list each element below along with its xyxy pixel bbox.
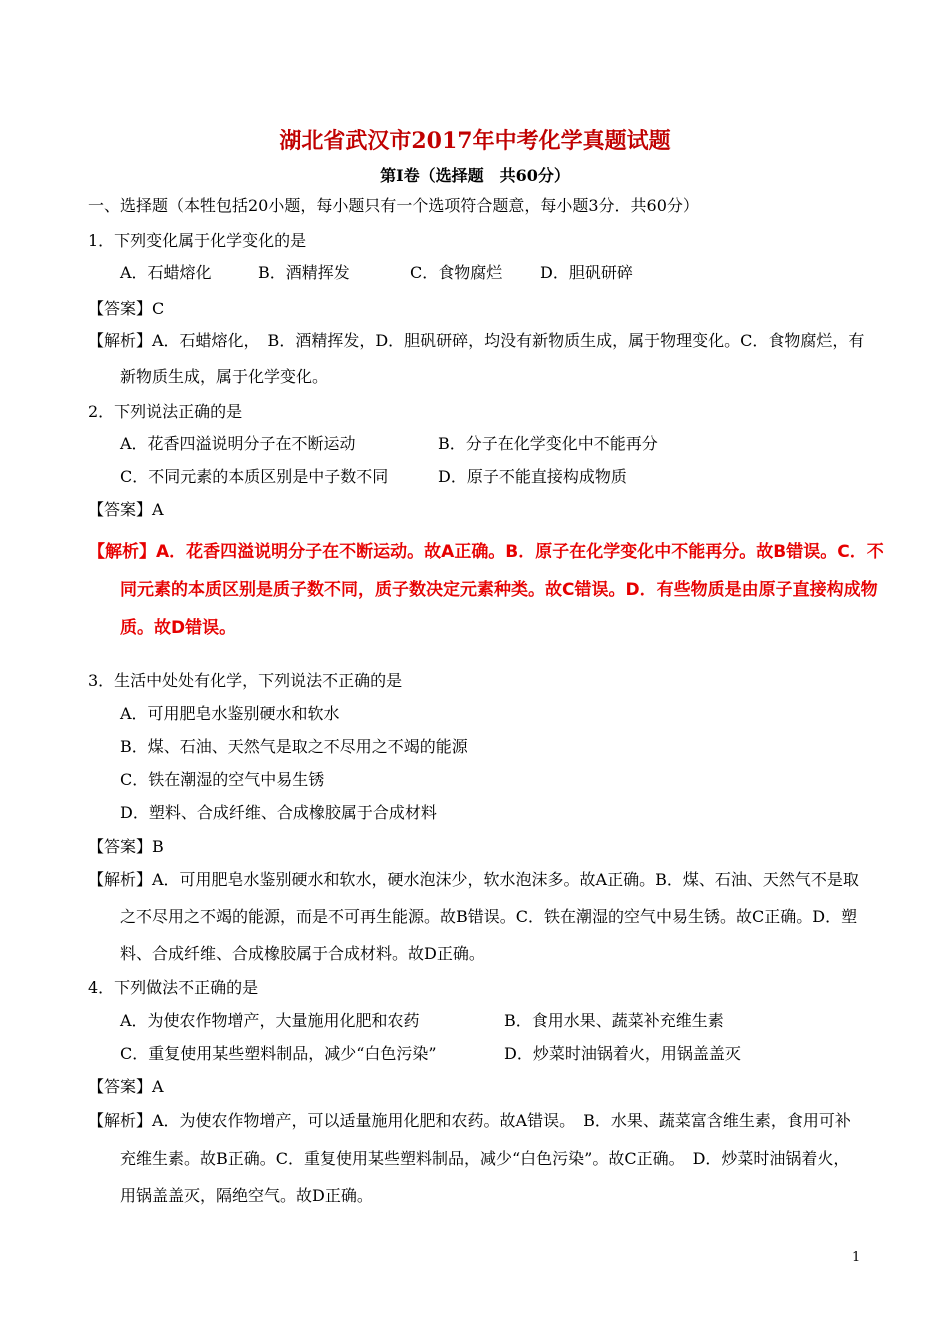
question-3-answer: 【答案】B xyxy=(88,837,164,856)
question-4-answer: 【答案】A xyxy=(88,1077,164,1096)
question-2-option-a: A．花香四溢说明分子在不断运动 xyxy=(120,434,356,453)
question-2-explanation-line-2: 同元素的本质区别是质子数不同，质子数决定元素种类。故C错误。D．有些物质是由原子直接构成物 xyxy=(120,580,878,600)
question-3-stem: 3．生活中处处有化学，下列说法不正确的是 xyxy=(88,671,403,690)
question-1-option-a: A．石蜡熔化 xyxy=(120,263,212,282)
question-2-option-d: D．原子不能直接构成物质 xyxy=(438,467,627,486)
question-2-stem: 2．下列说法正确的是 xyxy=(88,402,243,421)
question-3-explanation-line-2: 之不尽用之不竭的能源，而是不可再生能源。故B错误。C．铁在潮湿的空气中易生锈。故C正确。D．塑 xyxy=(120,907,858,926)
question-3-option-c: C．铁在潮湿的空气中易生锈 xyxy=(120,770,325,789)
question-4-explanation-line-2: 充维生素。故B正确。C．重复使用某些塑料制品，减少“白色污染”。故C正确。 D．炒菜时油锅着火， xyxy=(120,1149,850,1168)
question-3-option-a: A．可用肥皂水鉴别硬水和软水 xyxy=(120,704,340,723)
question-3-option-d: D．塑料、合成纤维、合成橡胶属于合成材料 xyxy=(120,803,437,822)
section-subtitle: 第Ⅰ卷（选择题 共60分） xyxy=(380,166,570,185)
question-1-option-c: C．食物腐烂 xyxy=(410,263,503,282)
question-1-option-d: D．胆矾研碎 xyxy=(540,263,633,282)
question-4-option-d: D．炒菜时油锅着火，用锅盖盖灭 xyxy=(504,1044,741,1063)
question-3-explanation-line-1: 【解析】A．可用肥皂水鉴别硬水和软水，硬水泡沫少，软水泡沫多。故A正确。B．煤、石油、天然气不是取 xyxy=(88,870,859,889)
question-2-explanation-line-1: 【解析】A．花香四溢说明分子在不断运动。故A正确。B．原子在化学变化中不能再分。故B错误。C．不 xyxy=(88,542,884,562)
question-4-option-a: A．为使农作物增产，大量施用化肥和农药 xyxy=(120,1011,420,1030)
question-3-option-b: B．煤、石油、天然气是取之不尽用之不竭的能源 xyxy=(120,737,468,756)
question-2-option-c: C．不同元素的本质区别是中子数不同 xyxy=(120,467,389,486)
question-4-stem: 4．下列做法不正确的是 xyxy=(88,978,259,997)
question-4-option-c: C．重复使用某些塑料制品，减少“白色污染” xyxy=(120,1044,437,1063)
question-4-explanation-line-3: 用锅盖盖灭，隔绝空气。故D正确。 xyxy=(120,1186,373,1205)
question-1-explanation-line-2: 新物质生成，属于化学变化。 xyxy=(120,367,329,386)
page-number: 1 xyxy=(852,1250,861,1265)
question-3-explanation-line-3: 料、合成纤维、合成橡胶属于合成材料。故D正确。 xyxy=(120,944,485,963)
question-2-option-b: B．分子在化学变化中不能再分 xyxy=(438,434,658,453)
question-1-stem: 1．下列变化属于化学变化的是 xyxy=(88,231,307,250)
question-1-option-b: B．酒精挥发 xyxy=(258,263,350,282)
question-2-explanation-line-3: 质。故D错误。 xyxy=(120,618,237,638)
question-2-answer: 【答案】A xyxy=(88,500,164,519)
question-4-explanation-line-1: 【解析】A．为使农作物增产，可以适量施用化肥和农药。故A错误。 B．水果、蔬菜富含维生素，食用可补 xyxy=(88,1111,851,1130)
question-4-option-b: B．食用水果、蔬菜补充维生素 xyxy=(504,1011,724,1030)
document-title: 湖北省武汉市2017年中考化学真题试题 xyxy=(279,128,671,154)
question-1-answer: 【答案】C xyxy=(88,299,165,318)
question-1-explanation-line-1: 【解析】A．石蜡熔化， B．酒精挥发，D．胆矾研碎，均没有新物质生成，属于物理变化。C．食物腐烂，有 xyxy=(88,331,865,350)
section-instructions: 一、选择题（本牲包括20小题，每小题只有一个选项符合题意，每小题3分．共60分） xyxy=(88,196,699,215)
